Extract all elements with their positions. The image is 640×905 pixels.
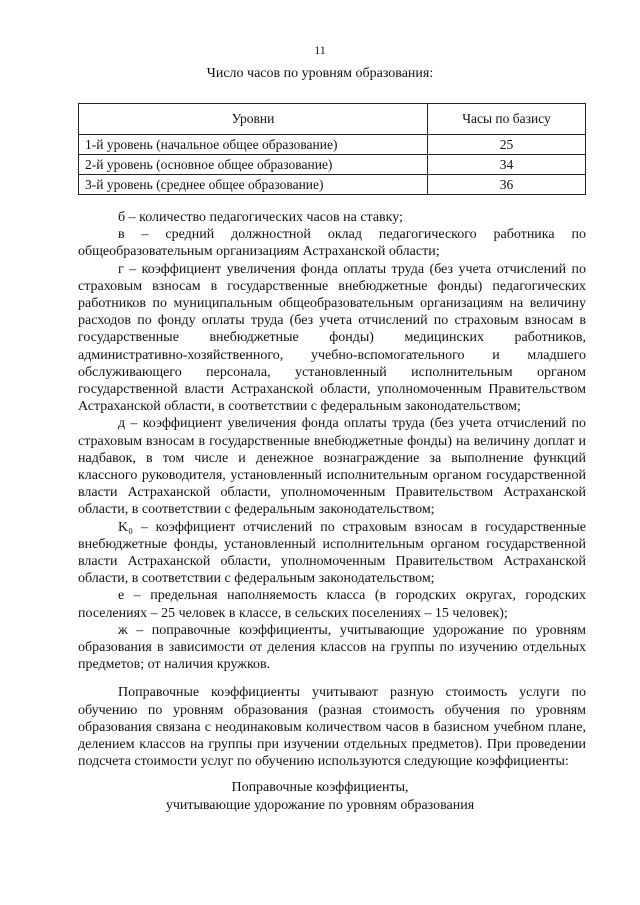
table-row: [79, 135, 586, 155]
page-number: 11: [314, 43, 326, 57]
body-text: [78, 209, 586, 771]
level-cell: 2-й уровень (основное общее образование): [79, 155, 428, 175]
section-heading-line-1: Поправочные коэффициенты,: [231, 780, 409, 795]
section-heading-line-2: учитывающие удорожание по уровням образования: [165, 798, 475, 813]
paragraph-g: г – коэффициент увеличения фонда оплаты труда (без учета отчислений по страховым взносам в государственные внебюджетные фонды) педагогических работников по муниципальным общеобразовательным организациям на величину расходов по фонду оплаты труда (без учета отчислений по страховым взносам в государственные внебюджетные фонды) медицинских работников, административно-хозяйственного, учебно-вспомогательного и младшего обслуживающего персонала, установленный исполнительным органом государственной власти Астраханской области, уполномоченным Правительством Астраханской области, в соответствии с федеральным законодательством;: [78, 261, 586, 415]
table-row: [79, 155, 586, 175]
hours-cell: 34: [428, 155, 586, 175]
hours-cell: 25: [428, 135, 586, 155]
table-header-row: [79, 104, 586, 135]
education-levels-table: [78, 103, 586, 195]
column-header-levels: Уровни: [79, 104, 428, 135]
section-heading: [0, 779, 640, 815]
hours-cell: 36: [428, 175, 586, 195]
paragraph-b: б – количество педагогических часов на ставку;: [118, 210, 403, 225]
table-caption: Число часов по уровням образования:: [206, 66, 434, 81]
paragraph-v: в – средний должностной оклад педагогического работника по общеобразовательным организациям Астраханской области;: [78, 227, 586, 260]
table-row: [79, 175, 586, 195]
paragraph-e: е – предельная наполняемость класса (в городских округах, городских поселениях – 25 человек в классе, в сельских поселениях – 15 человек);: [78, 588, 586, 621]
paragraph-d: д – коэффициент увеличения фонда оплаты труда (без учета отчислений по страховым взносам в государственные внебюджетные фонды) на величину доплат и надбавок, в том числе и денежное вознаграждение за выполнение функций классного руководителя, установленный исполнительным органом государственной власти Астраханской области, уполномоченным Правительством Астраханской области, в соответствии с федеральным законодательством;: [78, 416, 586, 518]
level-cell: 3-й уровень (среднее общее образование): [79, 175, 428, 195]
level-cell: 1-й уровень (начальное общее образование): [79, 135, 428, 155]
paragraph-correction-coefficients: Поправочные коэффициенты учитывают разную стоимость услуги по обучению по уровням образования (разная стоимость обучения по уровням образования связана с неодинаковым количеством часов в базисном учебном плане, делением классов на группы при изучении отдельных предметов). При проведении подсчета стоимости услуг по обучению используются следующие коэффициенты:: [78, 685, 586, 770]
column-header-hours: Часы по базису: [428, 104, 586, 135]
paragraph-k0: K₀ – коэффициент отчислений по страховым взносам в государственные внебюджетные фонды, установленный исполнительным органом государственной власти Астраханской области, уполномоченным Правительством Астраханской области, в соответствии с федеральным законодательством;: [78, 519, 586, 587]
paragraph-zh: ж – поправочные коэффициенты, учитывающие удорожание по уровням образования в зависимости от деления классов на группы по изучению отдельных предметов; от наличия кружков.: [78, 622, 586, 673]
